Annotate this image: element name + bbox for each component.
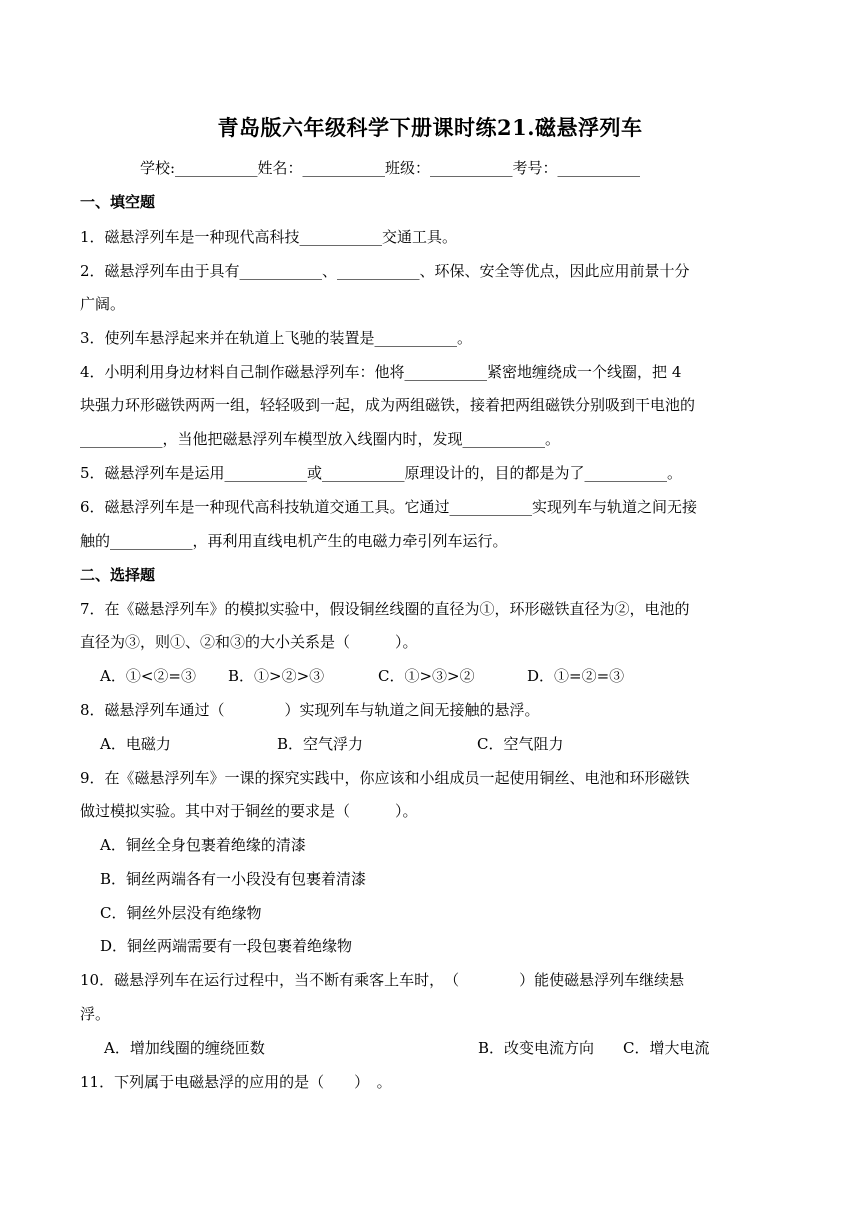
question-8-option-a: A．电磁力 [100, 735, 171, 753]
question-6-line-2: 触的___________，再利用直线电机产生的电磁力牵引列车运行。 [80, 532, 508, 550]
question-4-line-3: ___________，当他把磁悬浮列车模型放入线圈内时，发现___________。 [80, 430, 561, 448]
question-7-option-c: C．①>③>② [378, 667, 475, 685]
question-8-option-b: B．空气浮力 [277, 735, 364, 753]
question-10-line-1: 10．磁悬浮列车在运行过程中，当不断有乘客上车时， （ ）能使磁悬浮列车继续悬 [80, 971, 685, 989]
section-heading-fill-in: 一、填空题 [80, 193, 156, 211]
question-7-option-d: D．①=②=③ [527, 667, 625, 685]
section-heading-multiple-choice: 二、选择题 [80, 566, 156, 584]
question-5: 5．磁悬浮列车是运用___________或___________原理设计的，目的都是为了___________。 [80, 464, 683, 482]
question-9-option-c: C．铜丝外层没有绝缘物 [100, 904, 262, 922]
question-4-line-1: 4．小明利用身边材料自己制作磁悬浮列车：他将___________紧密地缠绕成一个线圈，把 4 [80, 363, 682, 381]
question-7-option-b: B．①>②>③ [228, 667, 325, 685]
question-9-option-b: B．铜丝两端各有一小段没有包裹着清漆 [100, 870, 367, 888]
question-7-option-a: A．①<②=③ [100, 667, 196, 685]
question-10-option-a: A．增加线圈的缠绕匝数 [104, 1039, 265, 1057]
question-1: 1．磁悬浮列车是一种现代高科技___________交通工具。 [80, 228, 458, 246]
question-9-line-1: 9．在《磁悬浮列车》一课的探究实践中，你应该和小组成员一起使用铜丝、电池和环形磁铁 [80, 769, 690, 787]
question-4-line-2: 块强力环形磁铁两两一组，轻轻吸到一起，成为两组磁铁，接着把两组磁铁分别吸到干电池的 [80, 396, 696, 414]
question-10-option-b: B．改变电流方向 [478, 1039, 595, 1057]
question-8-option-c: C．空气阻力 [477, 735, 564, 753]
student-info-line: 学校:___________姓名：___________班级：___________考号：___________ [140, 159, 641, 177]
question-10-option-c: C．增大电流 [623, 1039, 710, 1057]
question-8: 8．磁悬浮列车通过（ ）实现列车与轨道之间无接触的悬浮。 [80, 701, 540, 719]
question-2-line-2: 广阔。 [80, 295, 126, 313]
question-9-option-a: A．铜丝全身包裹着绝缘的清漆 [100, 836, 306, 854]
document-title: 青岛版六年级科学下册课时练21.磁悬浮列车 [217, 115, 643, 140]
question-9-option-d: D．铜丝两端需要有一段包裹着绝缘物 [100, 937, 353, 955]
question-9-line-2: 做过模拟实验。其中对于铜丝的要求是（ ）。 [80, 802, 418, 820]
question-10-line-2: 浮。 [80, 1005, 111, 1023]
question-2-line-1: 2．磁悬浮列车由于具有___________、___________、环保、安全等优点，因此应用前景十分 [80, 262, 690, 280]
question-3: 3．使列车悬浮起来并在轨道上飞驰的装置是___________。 [80, 329, 473, 347]
question-6-line-1: 6．磁悬浮列车是一种现代高科技轨道交通工具。它通过___________实现列车与轨道之间无接 [80, 498, 698, 516]
question-7-line-1: 7．在《磁悬浮列车》的模拟实验中，假设铜丝线圈的直径为①，环形磁铁直径为②，电池的 [80, 600, 690, 618]
question-11: 11．下列属于电磁悬浮的应用的是（ ） 。 [80, 1073, 392, 1091]
question-7-line-2: 直径为③，则①、②和③的大小关系是（ ）。 [80, 633, 418, 651]
